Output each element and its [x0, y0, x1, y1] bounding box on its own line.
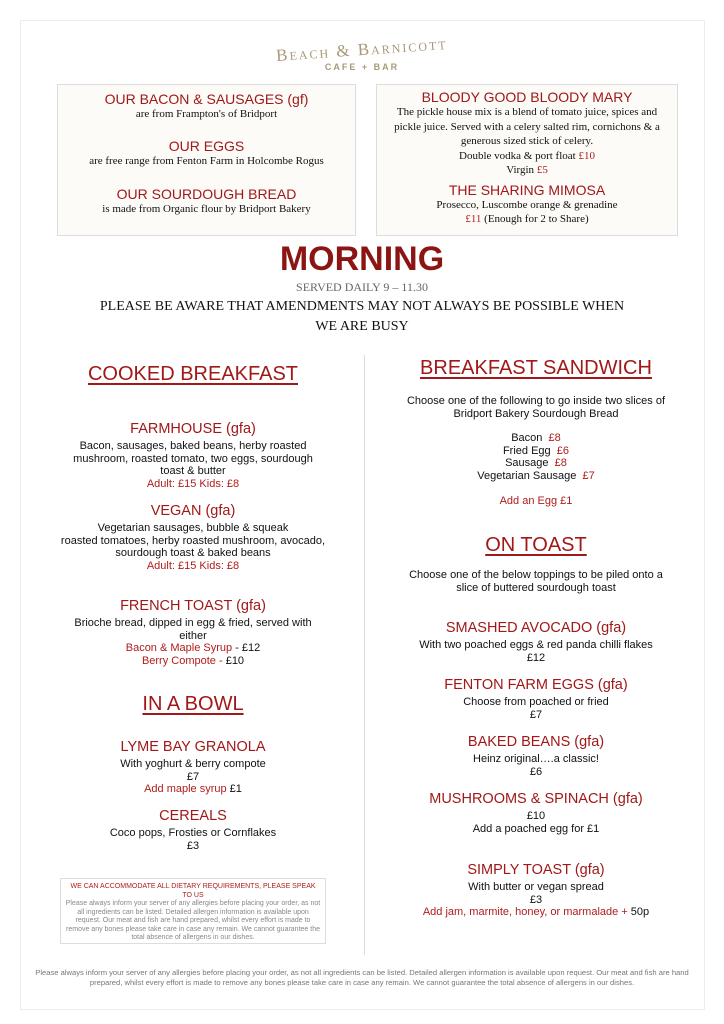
- price: £11: [465, 213, 482, 225]
- sandwich-option: [398, 445, 674, 458]
- item-desc: either: [179, 629, 207, 642]
- bloody-mary-title: BLOODY GOOD BLOODY MARY: [421, 89, 633, 105]
- section-title: ON TOAST: [485, 534, 587, 556]
- item-price: £7: [186, 770, 200, 783]
- menu-item-french-toast: [60, 597, 326, 667]
- sandwich-option: [398, 432, 674, 445]
- price: £5: [536, 164, 548, 176]
- item-name: CEREALS: [159, 808, 227, 824]
- option-label: Sausage: [505, 457, 549, 469]
- item-name: FARMHOUSE (gfa): [130, 421, 256, 437]
- item-desc: Bacon, sausages, baked beans, herby roasted: [79, 440, 307, 452]
- item-name: LYME BAY GRANOLA: [120, 739, 266, 755]
- intro-line: slice of buttered sourdough toast: [456, 581, 616, 594]
- mimosa-price: [377, 212, 677, 227]
- option-label: Fried Egg: [502, 444, 551, 457]
- logo-sub: CAFE + BAR: [324, 62, 400, 72]
- item-price: £3: [186, 839, 200, 852]
- breakfast-sandwich-heading: [398, 356, 674, 380]
- item-price: £7: [529, 708, 543, 721]
- option-label: Berry Compote -: [141, 654, 223, 667]
- item-desc: toast & butter: [160, 465, 226, 477]
- mimosa-desc: Prosecco, Luscombe orange & grenadine: [436, 198, 618, 211]
- item-desc: Choose from poached or fried: [463, 696, 609, 708]
- intro-line: Choose one of the below toppings to be piled onto a: [409, 569, 663, 581]
- menu-item-fenton-farm-eggs: [398, 676, 674, 721]
- option-price: - £12: [232, 642, 261, 654]
- allergen-footer: Please always inform your server of any allergies before placing your order, as not all ingredients can be listed. Detailed allergen information is available upon request. Our meat and fish are hand prepared, whilst every effort is made to remove any bones please take care in case any remain. We cannot guarantee the total absence of allergens in our dishes.: [35, 968, 689, 987]
- note: (Enough for 2 to Share): [484, 213, 589, 225]
- item-price: £6: [529, 765, 543, 778]
- bloody-mary-double: [377, 149, 677, 164]
- sourcing-info-box: [57, 84, 356, 236]
- item-name: SMASHED AVOCADO (gfa): [445, 620, 627, 636]
- label: Virgin: [506, 164, 535, 176]
- item-desc: sourdough toast & baked beans: [115, 547, 271, 559]
- option-label: Bacon: [511, 432, 543, 444]
- info-title: OUR EGGS: [168, 137, 245, 154]
- item-name: BAKED BEANS (gfa): [467, 734, 605, 750]
- item-desc: Heinz original….a classic!: [473, 753, 599, 765]
- extra-label: Add jam, marmite, honey, or marmalade +: [422, 906, 628, 918]
- item-name: MUSHROOMS & SPINACH (gfa): [429, 791, 643, 807]
- item-desc: Vegetarian sausages, bubble & squeak: [97, 522, 289, 534]
- sandwich-option: [398, 470, 674, 483]
- menu-item-simply-toast: [398, 861, 674, 919]
- item-price: Adult: £15 Kids: £8: [146, 559, 240, 572]
- served-times: SERVED DAILY 9 – 11.30: [296, 280, 428, 294]
- extra-price: £1: [229, 783, 242, 795]
- column-divider: [364, 355, 365, 955]
- menu-item-baked-beans: [398, 733, 674, 778]
- option-label: Bacon & Maple Syrup: [125, 642, 233, 654]
- item-desc: With butter or vegan spread: [468, 881, 604, 893]
- item-name: SIMPLY TOAST (gfa): [467, 862, 605, 878]
- price: £10: [578, 149, 595, 162]
- menu-item-cereals: [60, 807, 326, 852]
- option-label: Vegetarian Sausage: [477, 469, 577, 482]
- page-title: MORNING: [279, 240, 445, 278]
- sandwich-option: [398, 457, 674, 470]
- dietary-notice-text: Please always inform your server of any allergies before placing your order, as not all ingredients can be listed. Detailed allergen information is available upon request. Our meat and fish are hand prepared, whilst every effort is made to remove any bones please take care in case any remain. We cannot guarantee the total absence of allergens in our dishes.: [65, 900, 321, 941]
- mimosa-title: THE SHARING MIMOSA: [448, 181, 606, 198]
- item-price: £12: [526, 651, 546, 664]
- item-name: FENTON FARM EGGS (gfa): [444, 677, 628, 693]
- item-desc: roasted tomatoes, herby roasted mushroom, avocado,: [60, 534, 326, 547]
- menu-item-farmhouse: [60, 420, 326, 490]
- info-title: OUR BACON & SAUSAGES (gf): [104, 91, 309, 107]
- amendments-notice: PLEASE BE AWARE THAT AMENDMENTS MAY NOT ALWAYS BE POSSIBLE WHEN WE ARE BUSY: [99, 299, 625, 334]
- item-name: FRENCH TOAST (gfa): [120, 598, 266, 614]
- item-desc: Brioche bread, dipped in egg & fried, served with: [74, 617, 312, 629]
- option-price: £8: [548, 432, 561, 444]
- info-text: is made from Organic flour by Bridport Bakery: [102, 203, 311, 215]
- dietary-notice-box: [60, 878, 326, 944]
- item-desc: mushroom, roasted tomato, two eggs, sourdough: [73, 452, 313, 465]
- on-toast-intro: [398, 569, 674, 594]
- menu-item-mushrooms-spinach: [398, 790, 674, 835]
- section-title: BREAKFAST SANDWICH: [420, 357, 652, 379]
- section-title: IN A BOWL: [142, 693, 244, 715]
- info-text: are from Frampton's of Bridport: [135, 108, 278, 120]
- dietary-notice-title: WE CAN ACCOMMODATE ALL DIETARY REQUIREMENTS, PLEASE SPEAK TO US: [70, 883, 316, 899]
- menu-item-vegan: [60, 502, 326, 572]
- sandwich-intro: [398, 395, 674, 420]
- intro-line: Bridport Bakery Sourdough Bread: [453, 407, 619, 420]
- label: Double vodka & port float: [459, 149, 576, 162]
- item-desc: Coco pops, Frosties or Cornflakes: [109, 827, 277, 839]
- item-price: £3: [529, 893, 543, 906]
- cooked-breakfast-heading: [60, 362, 326, 386]
- item-price: £10: [526, 810, 546, 822]
- drinks-box: [376, 84, 678, 236]
- extra-label: Add maple syrup: [144, 783, 227, 795]
- logo: [0, 34, 724, 72]
- option-price: £7: [582, 469, 595, 482]
- add-egg-extra: Add an Egg £1: [499, 495, 573, 507]
- sandwich-options: [398, 432, 674, 508]
- info-title: OUR SOURDOUGH BREAD: [116, 186, 297, 202]
- logo-name: Beach & Barnicott: [275, 34, 449, 65]
- item-desc: With yoghurt & berry compote: [120, 758, 266, 770]
- option-price: £6: [556, 444, 570, 457]
- intro-line: Choose one of the following to go inside two slices of: [406, 395, 666, 407]
- in-a-bowl-heading: [60, 692, 326, 716]
- on-toast-heading: [398, 533, 674, 557]
- item-price: Adult: £15 Kids: £8: [146, 477, 240, 490]
- item-desc: With two poached eggs & red panda chilli flakes: [419, 639, 653, 651]
- option-price: £8: [554, 457, 567, 469]
- item-desc: Add a poached egg for £1: [472, 822, 600, 835]
- info-text: are free range from Fenton Farm in Holcombe Rogus: [89, 154, 324, 167]
- menu-item-smashed-avocado: [398, 619, 674, 664]
- extra-price: 50p: [627, 906, 650, 918]
- bloody-mary-desc: The pickle house mix is a blend of tomato juice, spices and pickle juice. Served with a celery salted rim, cornichons & a generous sized stick of celery.: [394, 106, 660, 147]
- section-title: COOKED BREAKFAST: [87, 363, 299, 385]
- menu-item-granola: [60, 738, 326, 796]
- option-price: £10: [222, 654, 245, 667]
- bloody-mary-virgin: [377, 163, 677, 178]
- item-name: VEGAN (gfa): [150, 503, 236, 519]
